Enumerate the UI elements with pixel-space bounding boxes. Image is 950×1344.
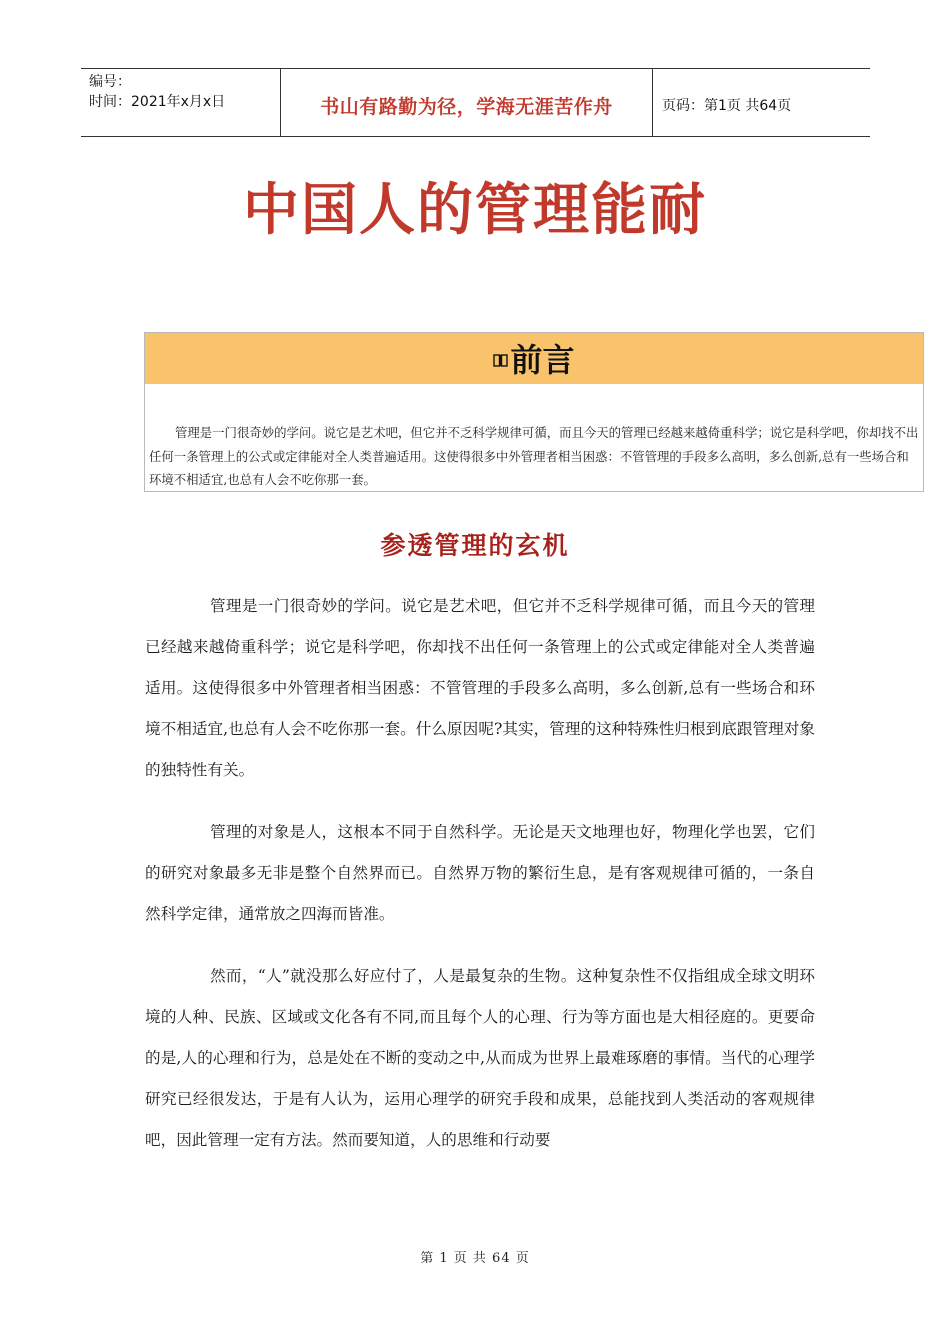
- preface-box: [144, 332, 924, 492]
- document-header: [81, 68, 870, 137]
- document-title: 中国人的管理能耐: [243, 178, 707, 243]
- book-icon: [493, 353, 508, 372]
- body-paragraph-1: 管理是一门很奇妙的学问。说它是艺术吧，但它并不乏科学规律可循，而且今天的管理已经越来越倚重科学；说它是科学吧，你却找不出任何一条管理上的公式或定律能对全人类普遍适用。这使得很多中外管理者相当困惑：不管管理的手段多么高明，多么创新,总有一些场合和环境不相适宜,也总有人会不吃你那一套。什么原因呢?其实，管理的这种特殊性归根到底跟管理对象的独特性有关。: [145, 597, 815, 779]
- body-paragraph-2: 管理的对象是人，这根本不同于自然科学。无论是天文地理也好，物理化学也罢，它们的研究对象最多无非是整个自然界而已。自然界万物的繁衍生息，是有客观规律可循的，一条自然科学定律，通常放之四海而皆准。: [145, 823, 815, 923]
- section-content: [145, 586, 815, 1182]
- preface-text: 管理是一门很奇妙的学问。说它是艺术吧，但它并不乏科学规律可循，而且今天的管理已经越来越倚重科学；说它是科学吧，你却找不出任何一条管理上的公式或定律能对全人类普遍适用。这使得很多中外管理者相当困惑：不管管理的手段多么高明，多么创新,总有一些场合和环境不相适宜,也总有人会不吃你那一套。: [149, 425, 919, 487]
- body-paragraph-3: 然而，“人”就没那么好应付了，人是最复杂的生物。这种复杂性不仅指组成全球文明环境的人种、民族、区域或文化各有不同,而且每个人的心理、行为等方面也是大相径庭的。更要命的是,人的心理和行为，总是处在不断的变动之中,从而成为世界上最难琢磨的事情。当代的心理学研究已经很发达，于是有人认为，运用心理学的研究手段和成果，总能找到人类活动的客观规律吧，因此管理一定有方法。然而要知道，人的思维和行动要: [145, 967, 815, 1149]
- header-meta: [81, 69, 281, 136]
- header-motto: 书山有路勤为径，学海无涯苦作舟: [281, 69, 653, 136]
- header-date-label: 时间：2021年x月x日: [89, 94, 226, 110]
- preface-heading: 前言: [510, 341, 575, 379]
- section-title: 参透管理的玄机: [380, 531, 570, 560]
- page-footer: 第 1 页 共 64 页: [420, 1251, 530, 1266]
- preface-header: [145, 333, 923, 384]
- header-number-label: 编号：: [89, 74, 131, 90]
- header-page-info: 页码：第1页 共64页: [662, 97, 792, 114]
